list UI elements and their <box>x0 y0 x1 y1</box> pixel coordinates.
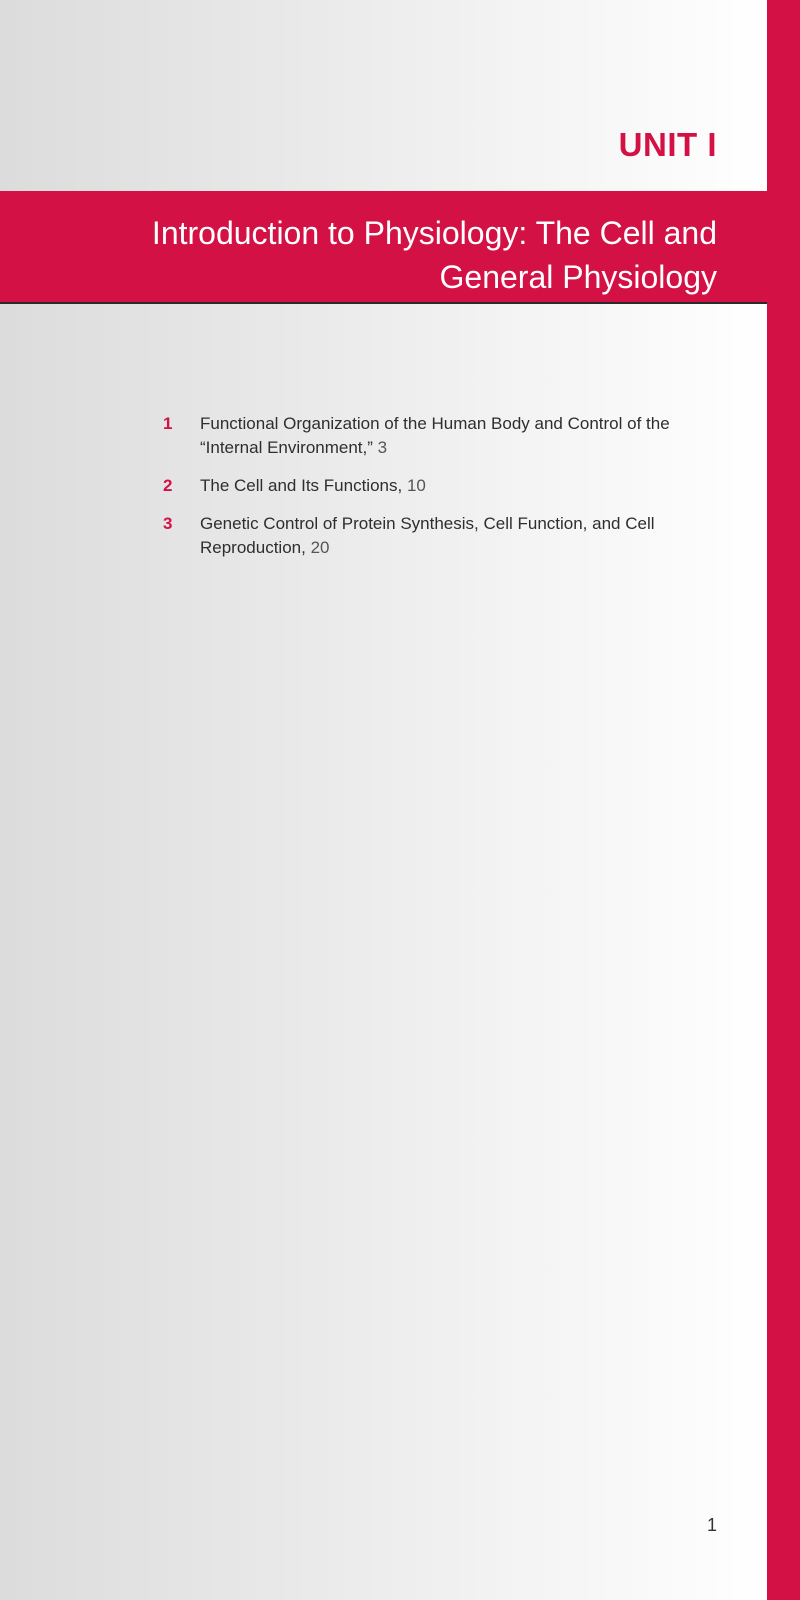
chapter-entry <box>200 474 723 498</box>
page-number: 1 <box>706 1515 717 1535</box>
title-band <box>0 191 767 304</box>
chapter-number: 1 <box>163 414 173 433</box>
unit-label: UNIT I <box>618 126 717 163</box>
chapter-number: 2 <box>163 476 173 495</box>
chapter-title: Genetic Control of Protein Synthesis, Cell Function, and Cell Reproduction, <box>200 514 655 557</box>
chapter-page-number: 3 <box>377 438 388 457</box>
chapter-list-item <box>163 474 723 498</box>
chapter-list-item <box>163 512 723 560</box>
page-title: Introduction to Physiology: The Cell and General Physiology <box>151 215 717 295</box>
chapter-list <box>163 412 723 574</box>
chapter-page-number: 10 <box>406 476 426 495</box>
chapter-page-number: 20 <box>310 538 330 557</box>
chapter-entry <box>200 512 723 560</box>
chapter-number: 3 <box>163 514 173 533</box>
chapter-title: Functional Organization of the Human Body and Control of the “Internal Environment,” <box>200 414 670 457</box>
chapter-entry <box>200 412 723 460</box>
accent-side-strip <box>767 0 800 1600</box>
chapter-list-item <box>163 412 723 460</box>
chapter-title: The Cell and Its Functions, <box>200 476 403 495</box>
